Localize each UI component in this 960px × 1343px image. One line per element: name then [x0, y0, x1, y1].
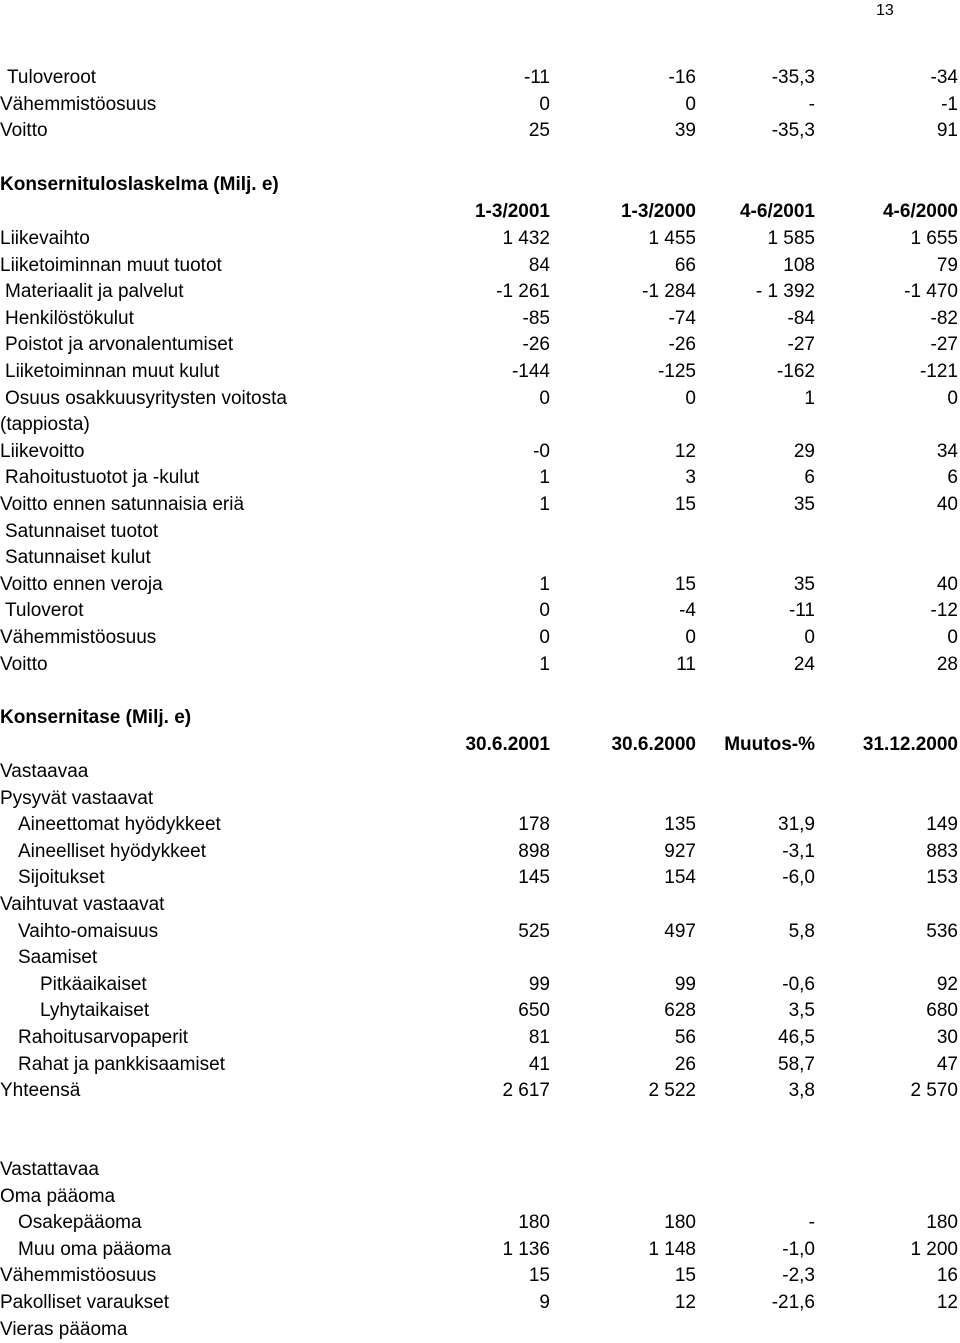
value-cell: 2 570 — [910, 1080, 958, 1102]
value-cell: 46,5 — [778, 1027, 815, 1048]
value-cell: 6 — [804, 467, 815, 489]
value-cell: 15 — [674, 573, 696, 595]
value-cell: 34 — [936, 440, 958, 462]
table-row — [0, 919, 960, 945]
row-label: Lyhytaikaiset — [40, 1000, 150, 1022]
row-label: Materiaalit ja palvelut — [5, 281, 184, 303]
table-row — [0, 1025, 960, 1051]
value-cell: -3,1 — [782, 840, 815, 862]
column-header: 1-3/2000 — [620, 201, 696, 222]
row-label: Liikevaihto — [0, 228, 90, 249]
row-label: Voitto — [0, 653, 48, 675]
value-cell: - — [808, 93, 815, 115]
value-cell: 12 — [674, 1292, 696, 1313]
table-row — [0, 1290, 960, 1316]
value-cell: 5,8 — [788, 920, 815, 942]
value-cell: 35 — [793, 494, 815, 515]
column-header: 30.6.2000 — [611, 734, 696, 755]
value-cell: 24 — [793, 653, 815, 675]
table-row — [0, 545, 960, 571]
table-row — [0, 492, 960, 518]
value-cell: -1 — [941, 93, 958, 115]
table-row — [0, 306, 960, 332]
row-label: Aineettomat hyödykkeet — [18, 814, 221, 836]
row-label: Vähemmistöosuus — [0, 93, 157, 115]
value-cell: 628 — [664, 1000, 696, 1022]
table-row — [0, 65, 960, 91]
row-label: Rahoitusarvopaperit — [18, 1027, 189, 1048]
value-cell: 180 — [664, 1212, 696, 1234]
value-cell: 1 455 — [648, 228, 696, 249]
value-cell: -1,0 — [782, 1238, 815, 1260]
value-cell: 2 522 — [648, 1080, 696, 1102]
value-cell: -26 — [522, 334, 550, 356]
value-cell: 1 — [804, 387, 815, 409]
row-label: (tappiosta) — [0, 414, 90, 436]
row-label: Muu oma pääoma — [18, 1238, 172, 1260]
value-cell: -26 — [668, 334, 696, 356]
row-label: Satunnaiset kulut — [5, 547, 151, 569]
table-row — [0, 1317, 960, 1343]
value-cell: 1 200 — [910, 1238, 958, 1260]
value-cell: 1 — [539, 467, 550, 489]
value-cell: 883 — [926, 840, 958, 862]
value-cell: 11 — [676, 653, 696, 675]
value-cell: -74 — [668, 307, 696, 329]
column-headers — [0, 732, 960, 758]
table-row — [0, 652, 960, 678]
value-cell: 2 617 — [502, 1080, 550, 1102]
value-cell: -1 284 — [642, 281, 696, 303]
value-cell: 0 — [947, 627, 958, 648]
table-row — [0, 1157, 960, 1183]
value-cell: -121 — [919, 361, 958, 382]
table-row — [0, 253, 960, 279]
row-label: Saamiset — [18, 947, 98, 969]
table-row — [0, 118, 960, 144]
value-cell: -12 — [930, 600, 958, 622]
table-row — [0, 92, 960, 118]
table-row — [0, 786, 960, 812]
table-row — [0, 1052, 960, 1078]
section-title — [0, 705, 960, 731]
column-header: 4-6/2001 — [739, 201, 815, 222]
value-cell: -11 — [788, 600, 815, 622]
row-label: Vastattavaa — [0, 1159, 99, 1180]
value-cell: 92 — [936, 973, 958, 995]
section-title: Konsernituloslaskelma (Milj. e) — [0, 174, 279, 195]
value-cell: 0 — [539, 387, 550, 409]
value-cell: 99 — [674, 973, 696, 995]
value-cell: 12 — [936, 1292, 958, 1313]
value-cell: 0 — [804, 627, 815, 648]
row-label: Osakepääoma — [18, 1212, 142, 1234]
row-label: Pitkäaikaiset — [40, 973, 147, 995]
value-cell: 927 — [664, 840, 696, 862]
value-cell: -125 — [657, 361, 696, 382]
table-row — [0, 1210, 960, 1236]
table-row — [0, 359, 960, 385]
value-cell: 0 — [539, 600, 550, 622]
table-row — [0, 945, 960, 971]
value-cell: - — [808, 1212, 815, 1234]
value-cell: 40 — [936, 494, 958, 515]
value-cell: 31,9 — [778, 814, 815, 836]
row-label: Vähemmistöosuus — [0, 1265, 157, 1287]
value-cell: 56 — [674, 1027, 696, 1048]
value-cell: 680 — [926, 1000, 958, 1022]
table-row — [0, 759, 960, 785]
section-title — [0, 172, 960, 198]
value-cell: 15 — [674, 1265, 696, 1287]
value-cell: 35 — [793, 573, 815, 595]
value-cell: 3 — [685, 467, 696, 489]
table-row — [0, 439, 960, 465]
table-row — [0, 839, 960, 865]
value-cell: 650 — [518, 1000, 550, 1022]
value-cell: 30 — [936, 1027, 958, 1048]
value-cell: 84 — [528, 254, 550, 276]
row-label: Poistot ja arvonalentumiset — [5, 334, 234, 356]
value-cell: 108 — [783, 254, 815, 276]
value-cell: 497 — [664, 920, 696, 942]
value-cell: -162 — [776, 361, 815, 382]
value-cell: 898 — [518, 840, 550, 862]
column-header: 4-6/2000 — [882, 201, 958, 222]
row-label: Tuloverot — [5, 600, 84, 622]
value-cell: -35,3 — [771, 120, 815, 142]
table-row — [0, 1263, 960, 1289]
row-label: Henkilöstökulut — [5, 307, 134, 329]
row-label: Yhteensä — [0, 1080, 81, 1102]
value-cell: 47 — [936, 1053, 958, 1075]
value-cell: 1 136 — [502, 1238, 550, 1260]
value-cell: -16 — [668, 67, 696, 88]
column-header: 31.12.2000 — [862, 734, 958, 755]
column-headers — [0, 199, 960, 225]
value-cell: 81 — [528, 1027, 550, 1048]
table-row — [0, 1237, 960, 1263]
value-cell: 154 — [664, 867, 696, 889]
value-cell: 525 — [518, 920, 550, 942]
value-cell: 145 — [518, 867, 550, 889]
value-cell: 1 148 — [648, 1238, 696, 1260]
value-cell: -35,3 — [771, 67, 815, 88]
row-label: Liiketoiminnan muut tuotot — [0, 254, 222, 276]
value-cell: - 1 392 — [755, 281, 815, 303]
value-cell: 29 — [793, 440, 815, 462]
value-cell: 40 — [936, 573, 958, 595]
value-cell: -11 — [523, 67, 550, 88]
value-cell: 536 — [926, 920, 958, 942]
value-cell: 178 — [518, 814, 550, 836]
value-cell: 39 — [674, 120, 696, 142]
page-number: 13 — [876, 2, 894, 19]
value-cell: 0 — [539, 627, 550, 648]
row-label: Vieras pääoma — [0, 1318, 128, 1340]
value-cell: 153 — [926, 867, 958, 889]
value-cell: 41 — [528, 1053, 550, 1075]
row-label: Aineelliset hyödykkeet — [18, 840, 206, 862]
row-label: Vastaavaa — [0, 761, 89, 782]
value-cell: -0 — [533, 440, 550, 462]
value-cell: 0 — [539, 93, 550, 115]
row-label: Satunnaiset tuotot — [5, 520, 159, 542]
table-row — [0, 386, 960, 412]
value-cell: 3,5 — [788, 1000, 815, 1022]
row-label: Rahoitustuotot ja -kulut — [5, 467, 200, 489]
row-label: Oma pääoma — [0, 1185, 116, 1207]
table-row — [0, 572, 960, 598]
value-cell: 91 — [936, 120, 958, 142]
value-cell: 66 — [674, 254, 696, 276]
table-row — [0, 519, 960, 545]
value-cell: -82 — [930, 307, 958, 329]
value-cell: 16 — [936, 1265, 958, 1287]
value-cell: -34 — [930, 67, 958, 88]
value-cell: 26 — [674, 1053, 696, 1075]
value-cell: -6,0 — [782, 867, 815, 889]
value-cell: -84 — [787, 307, 815, 329]
row-label: Rahat ja pankkisaamiset — [18, 1053, 225, 1075]
value-cell: -21,6 — [771, 1292, 815, 1313]
table-row — [0, 412, 960, 438]
table-row — [0, 998, 960, 1024]
value-cell: -4 — [679, 600, 696, 622]
row-label: Osuus osakkuusyritysten voitosta — [5, 387, 287, 409]
row-label: Tuloveroot — [7, 67, 97, 88]
value-cell: 149 — [926, 814, 958, 836]
row-label: Liikevoitto — [0, 440, 85, 462]
column-header: 1-3/2001 — [474, 201, 550, 222]
table-row — [0, 892, 960, 918]
value-cell: 0 — [685, 93, 696, 115]
table-row — [0, 865, 960, 891]
value-cell: 0 — [685, 627, 696, 648]
value-cell: -27 — [787, 334, 815, 356]
column-header: Muutos-% — [724, 734, 815, 755]
value-cell: -2,3 — [782, 1265, 815, 1287]
value-cell: 1 — [539, 494, 550, 515]
row-label: Pakolliset varaukset — [0, 1292, 169, 1313]
table-row — [0, 332, 960, 358]
value-cell: 1 585 — [767, 228, 815, 249]
value-cell: -27 — [930, 334, 958, 356]
value-cell: 25 — [528, 120, 550, 142]
row-label: Voitto — [0, 120, 48, 142]
value-cell: 15 — [674, 494, 696, 515]
table-row — [0, 226, 960, 252]
value-cell: 15 — [528, 1265, 550, 1287]
column-header: 30.6.2001 — [465, 734, 550, 755]
value-cell: 58,7 — [778, 1053, 815, 1075]
value-cell: 1 — [539, 573, 550, 595]
table-row — [0, 598, 960, 624]
value-cell: 6 — [947, 467, 958, 489]
table-row — [0, 279, 960, 305]
row-label: Voitto ennen veroja — [0, 573, 163, 595]
value-cell: 79 — [936, 254, 958, 276]
row-label: Vaihto-omaisuus — [18, 920, 159, 942]
table-row — [0, 465, 960, 491]
value-cell: 135 — [664, 814, 696, 836]
table-row — [0, 812, 960, 838]
row-label: Vaihtuvat vastaavat — [0, 894, 165, 915]
value-cell: -1 261 — [496, 281, 550, 303]
row-label: Voitto ennen satunnaisia eriä — [0, 494, 245, 515]
table-row — [0, 1184, 960, 1210]
row-label: Sijoitukset — [18, 867, 105, 889]
value-cell: 99 — [528, 973, 550, 995]
value-cell: -0,6 — [782, 973, 815, 995]
value-cell: 180 — [518, 1212, 550, 1234]
section-title: Konsernitase (Milj. e) — [0, 707, 192, 728]
value-cell: 28 — [936, 653, 958, 675]
row-label: Vähemmistöosuus — [0, 627, 157, 648]
value-cell: 0 — [685, 387, 696, 409]
value-cell: 180 — [926, 1212, 958, 1234]
table-row — [0, 625, 960, 651]
value-cell: 3,8 — [788, 1080, 815, 1102]
value-cell: -144 — [511, 361, 550, 382]
value-cell: 1 655 — [910, 228, 958, 249]
value-cell: -1 470 — [904, 281, 958, 303]
table-row — [0, 972, 960, 998]
table-row — [0, 1078, 960, 1104]
value-cell: 12 — [674, 440, 696, 462]
row-label: Liiketoiminnan muut kulut — [5, 361, 220, 382]
value-cell: 9 — [539, 1292, 550, 1313]
value-cell: -85 — [522, 307, 550, 329]
value-cell: 1 — [539, 653, 550, 675]
value-cell: 0 — [947, 387, 958, 409]
value-cell: 1 432 — [502, 228, 550, 249]
row-label: Pysyvät vastaavat — [0, 787, 154, 809]
